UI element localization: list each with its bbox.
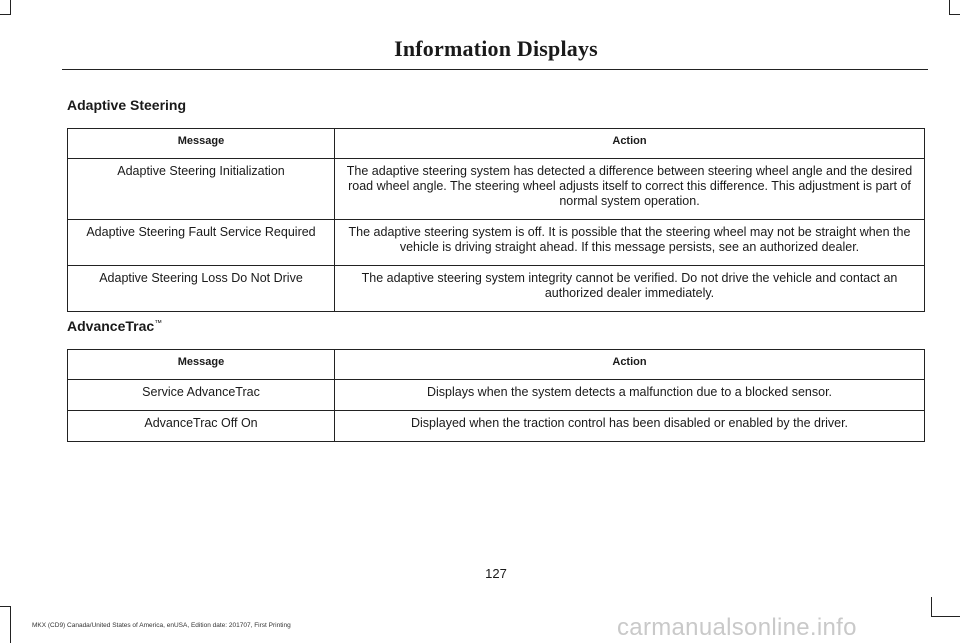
section-heading-advancetrac xyxy=(67,318,162,334)
table-row xyxy=(68,159,925,220)
page-number: 127 xyxy=(485,566,507,581)
column-header-action: Action xyxy=(335,129,925,159)
message-cell: Adaptive Steering Loss Do Not Drive xyxy=(68,266,335,312)
crop-mark-top-right-vertical xyxy=(949,0,950,14)
message-cell: Adaptive Steering Fault Service Required xyxy=(68,220,335,266)
message-cell: AdvanceTrac Off On xyxy=(68,411,335,442)
edition-footer: MKX (CD9) Canada/United States of America, enUSA, Edition date: 201707, First Printing xyxy=(32,622,291,629)
table-row xyxy=(68,380,925,411)
section-heading-adaptive-steering: Adaptive Steering xyxy=(67,97,187,113)
action-cell: The adaptive steering system is off. It is possible that the steering wheel may not be straight when the vehicle is driving straight ahead. If this message persists, see an authorized dealer. xyxy=(335,220,925,266)
action-cell: Displays when the system detects a malfunction due to a blocked sensor. xyxy=(335,380,925,411)
crop-mark-bottom-left-vertical xyxy=(10,606,11,643)
crop-mark-top-left-horizontal xyxy=(0,14,11,15)
table-row xyxy=(68,411,925,442)
message-cell: Service AdvanceTrac xyxy=(68,380,335,411)
column-header-message: Message xyxy=(68,350,335,380)
crop-mark-bottom-right-vertical xyxy=(931,597,932,617)
column-header-action: Action xyxy=(335,350,925,380)
page-title: Information Displays xyxy=(394,36,598,61)
table-row xyxy=(68,266,925,312)
table-header-row xyxy=(68,129,925,159)
crop-mark-top-right-horizontal xyxy=(949,14,960,15)
watermark: carmanualsonline.info xyxy=(617,614,857,641)
column-header-message: Message xyxy=(68,129,335,159)
crop-mark-top-left-vertical xyxy=(10,0,11,14)
message-cell: Adaptive Steering Initialization xyxy=(68,159,335,220)
title-rule xyxy=(62,69,928,70)
table-row xyxy=(68,220,925,266)
crop-mark-bottom-right-horizontal xyxy=(931,616,960,617)
table-header-row xyxy=(68,350,925,380)
action-cell: The adaptive steering system has detected a difference between steering wheel angle and the desired road wheel angle. The steering wheel adjusts itself to correct this difference. This adjustment is part of normal system operation. xyxy=(335,159,925,220)
action-cell: The adaptive steering system integrity cannot be verified. Do not drive the vehicle and contact an authorized dealer immediately. xyxy=(335,266,925,312)
adaptive-steering-table xyxy=(67,128,925,312)
advancetrac-table xyxy=(67,349,925,442)
action-cell: Displayed when the traction control has been disabled or enabled by the driver. xyxy=(335,411,925,442)
section-heading-text: AdvanceTrac xyxy=(67,318,155,334)
trademark-mark: ™ xyxy=(154,318,163,328)
crop-mark-bottom-left-horizontal xyxy=(0,606,11,607)
